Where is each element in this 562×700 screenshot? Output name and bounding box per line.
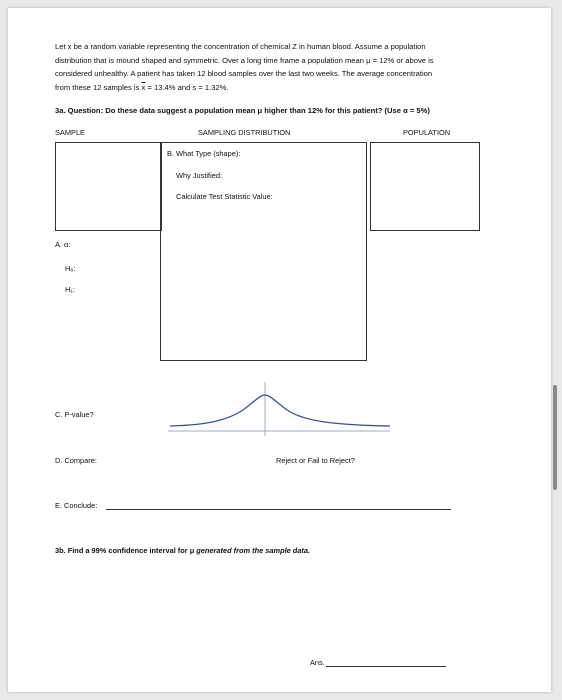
sample-header: SAMPLE [55,128,85,137]
what-type-label: B. What Type (shape): [167,149,241,158]
alpha-label: A. α: [55,240,71,249]
vertical-scrollbar[interactable] [553,385,557,490]
null-hypothesis-label: H₀: [65,264,76,273]
compare-label: D. Compare: [55,456,97,465]
sample-box[interactable] [55,142,162,231]
why-justified-label: Why Justified: [176,171,223,180]
conclude-answer-line[interactable] [106,509,451,510]
sampling-distribution-header: SAMPLING DISTRIBUTION [198,128,291,137]
reject-or-fail-label: Reject or Fail to Reject? [276,456,355,465]
alternative-hypothesis-label: H₁: [65,285,75,294]
answer-label: Ans. [310,658,325,667]
intro-line-3: considered unhealthy. A patient has taken 12 blood samples over the last two weeks. The average concentration [55,69,433,79]
intro-line-2: distribution that is mound shaped and symmetric. Over a long time frame a population mean μ = 12% or above is [55,55,434,65]
x-bar-symbol: $\overline{x}$ [141,82,146,92]
sampling-distribution-box[interactable] [160,142,367,361]
test-statistic-label: Calculate Test Statistic Value: [176,192,273,201]
intro-line-1: Let x be a random variable representing the concentration of chemical Z in human blood. Assume a population [55,42,426,51]
answer-line[interactable] [326,666,446,667]
bell-curve [170,395,390,426]
question-3a: 3a. Question: Do these data suggest a population mean μ higher than 12% for this patient? (Use α = 5%) [55,106,430,115]
question-3b: 3b. Find a 99% confidence interval for μ generated from the sample data. [55,546,311,555]
bell-curve-diagram [168,380,398,440]
intro-line-4: from these 12 samples is $\overline{x} = 13.4\%$ and s = 1.32%. [55,82,229,92]
problem-statement [55,40,515,94]
p-value-label: C. P-value? [55,410,94,419]
population-header: POPULATION [403,128,451,137]
conclude-label: E. Conclude: [55,501,98,510]
worksheet-page [8,8,551,692]
population-box[interactable] [370,142,480,231]
